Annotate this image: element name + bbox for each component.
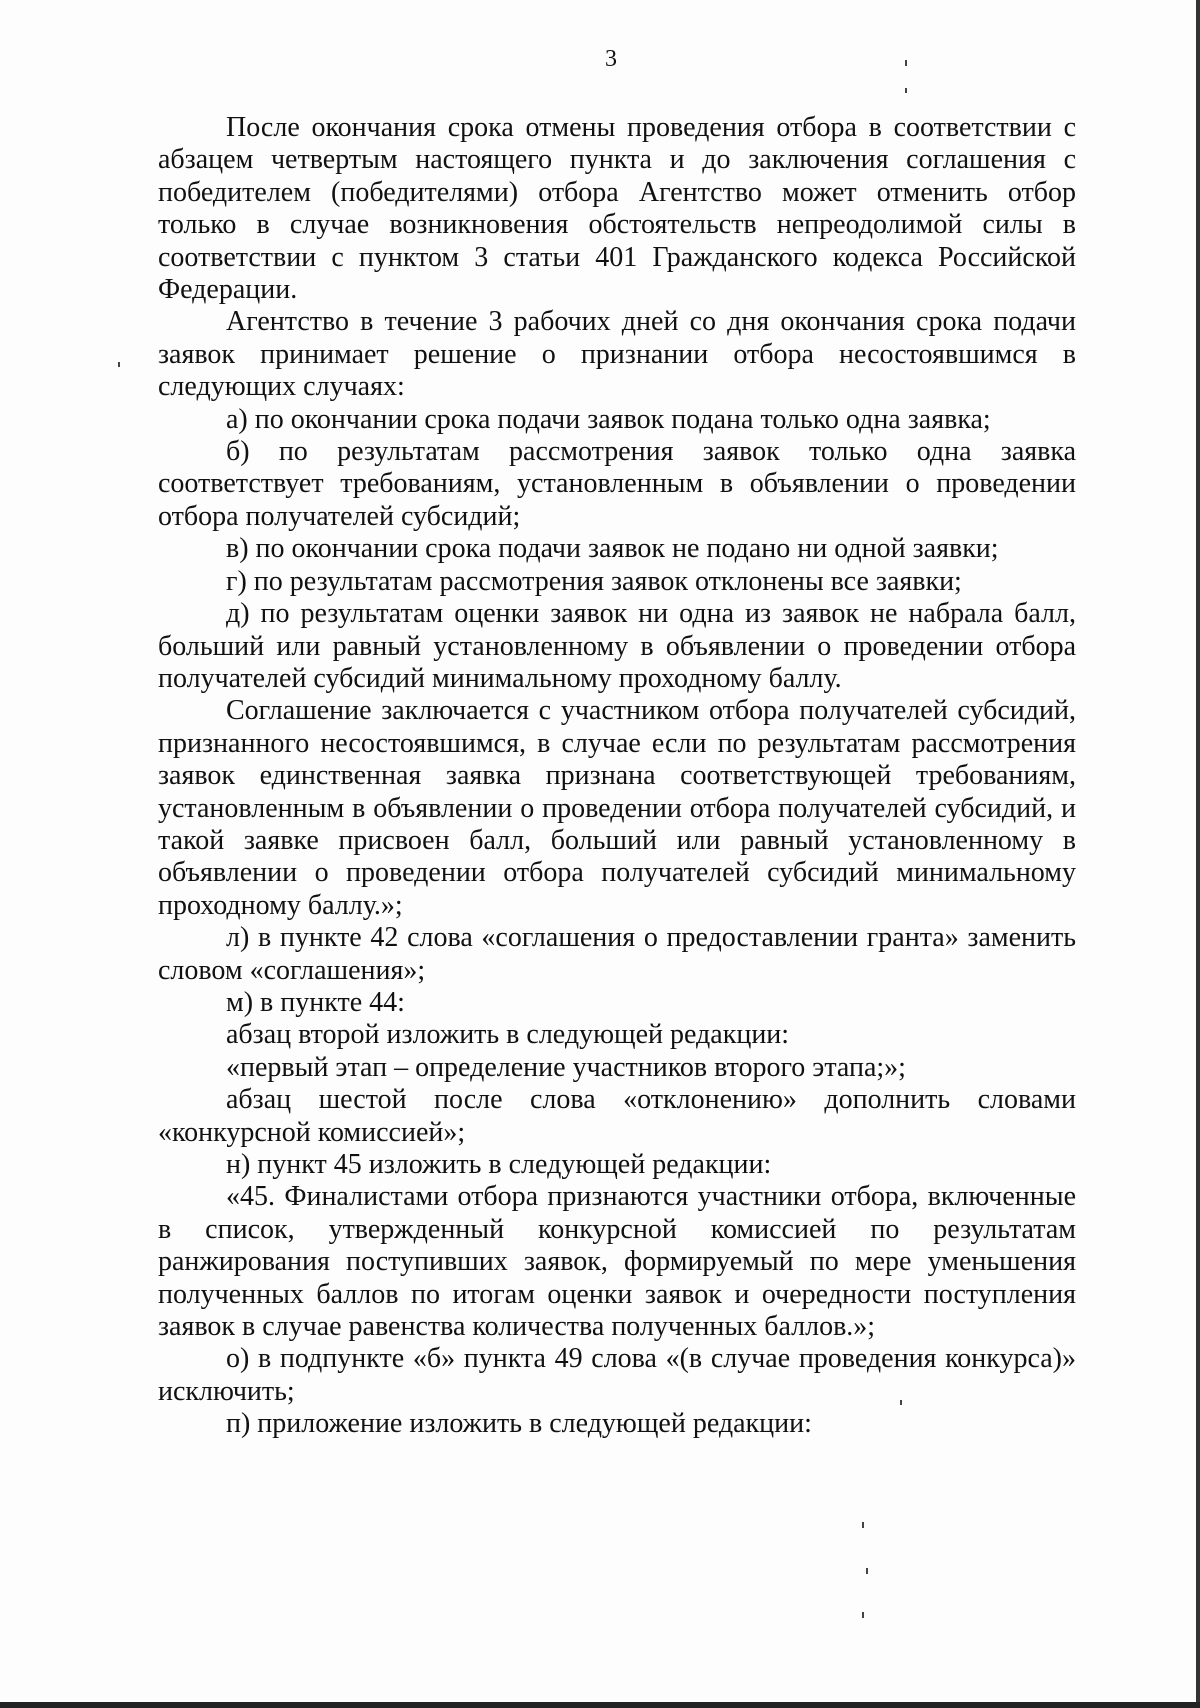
list-item: н) пункт 45 изложить в следующей редакции: — [226, 1149, 772, 1180]
paragraph: абзац шестой после слова «отклонению» дополнить словами «конкурсной комиссией»; — [158, 1084, 1076, 1148]
list-item: п) приложение изложить в следующей редакции: — [226, 1408, 812, 1440]
scan-speck — [905, 60, 907, 66]
scan-speck — [862, 1612, 864, 1618]
document-body — [158, 112, 1076, 1441]
page-number: 3 — [605, 46, 617, 72]
scan-speck — [118, 362, 120, 367]
paragraph: «45. Финалистами отбора признаются участники отбора, включенные в список, утвержденный конкурсной комиссией по результатам ранжирования поступивших заявок, формируемый по мере уменьшения полученных баллов по итогам оценки заявок и очередности поступления заявок в случае равенства количества полученных баллов.»; — [158, 1181, 1076, 1343]
list-item: в) по окончании срока подачи заявок не подано ни одной заявки; — [226, 533, 999, 565]
scan-edge-right — [1196, 0, 1200, 1708]
paragraph: «первый этап – определение участников второго этапа;»; — [226, 1051, 906, 1083]
paragraph: Соглашение заключается с участником отбора получателей субсидий, признанного несостоявшимся, в случае если по результатам рассмотрения заявок единственная заявка признана соответствующей требованиям, установленным в объявлении о проведении отбора получателей субсидий, и такой заявке присвоен балл, больший или равный установленному в объявлении о проведении отбора получателей субсидий минимальному проходному баллу.»; — [158, 695, 1076, 921]
paragraph: абзац второй изложить в следующей редакции: — [226, 1019, 790, 1051]
scan-speck — [862, 1522, 864, 1528]
paragraph: Агентство в течение 3 рабочих дней со дня окончания срока подачи заявок принимает решение о признании отбора несостоявшимся в следующих случаях: — [158, 306, 1076, 403]
scan-speck — [900, 1400, 902, 1405]
list-item: л) в пункте 42 слова «соглашения о предоставлении гранта» заменить словом «соглашения»; — [158, 922, 1076, 986]
scan-speck — [866, 1568, 868, 1574]
list-item: а) по окончании срока подачи заявок подана только одна заявка; — [226, 403, 991, 435]
list-item: г) по результатам рассмотрения заявок отклонены все заявки; — [226, 565, 962, 597]
list-item: м) в пункте 44: — [226, 986, 405, 1018]
scan-edge-bottom — [0, 1702, 1200, 1708]
paragraph: После окончания срока отмены проведения отбора в соответствии с абзацем четвертым настоящего пункта и до заключения соглашения с победителем (победителями) отбора Агентство может отменить отбор только в случае возникновения обстоятельств непреодолимой силы в соответствии с пунктом 3 статьи 401 Гражданского кодекса Российской Федерации. — [158, 112, 1076, 306]
list-item: б) по результатам рассмотрения заявок только одна заявка соответствует требованиям, установленным в объявлении о проведении отбора получателей субсидий; — [158, 436, 1076, 532]
list-item: д) по результатам оценки заявок ни одна из заявок не набрала балл, больший или равный установленному в объявлении о проведении отбора получателей субсидий минимальному проходному баллу. — [158, 598, 1076, 694]
list-item: о) в подпункте «б» пункта 49 слова «(в случае проведения конкурса)» исключить; — [158, 1343, 1076, 1407]
scan-speck — [905, 88, 907, 93]
